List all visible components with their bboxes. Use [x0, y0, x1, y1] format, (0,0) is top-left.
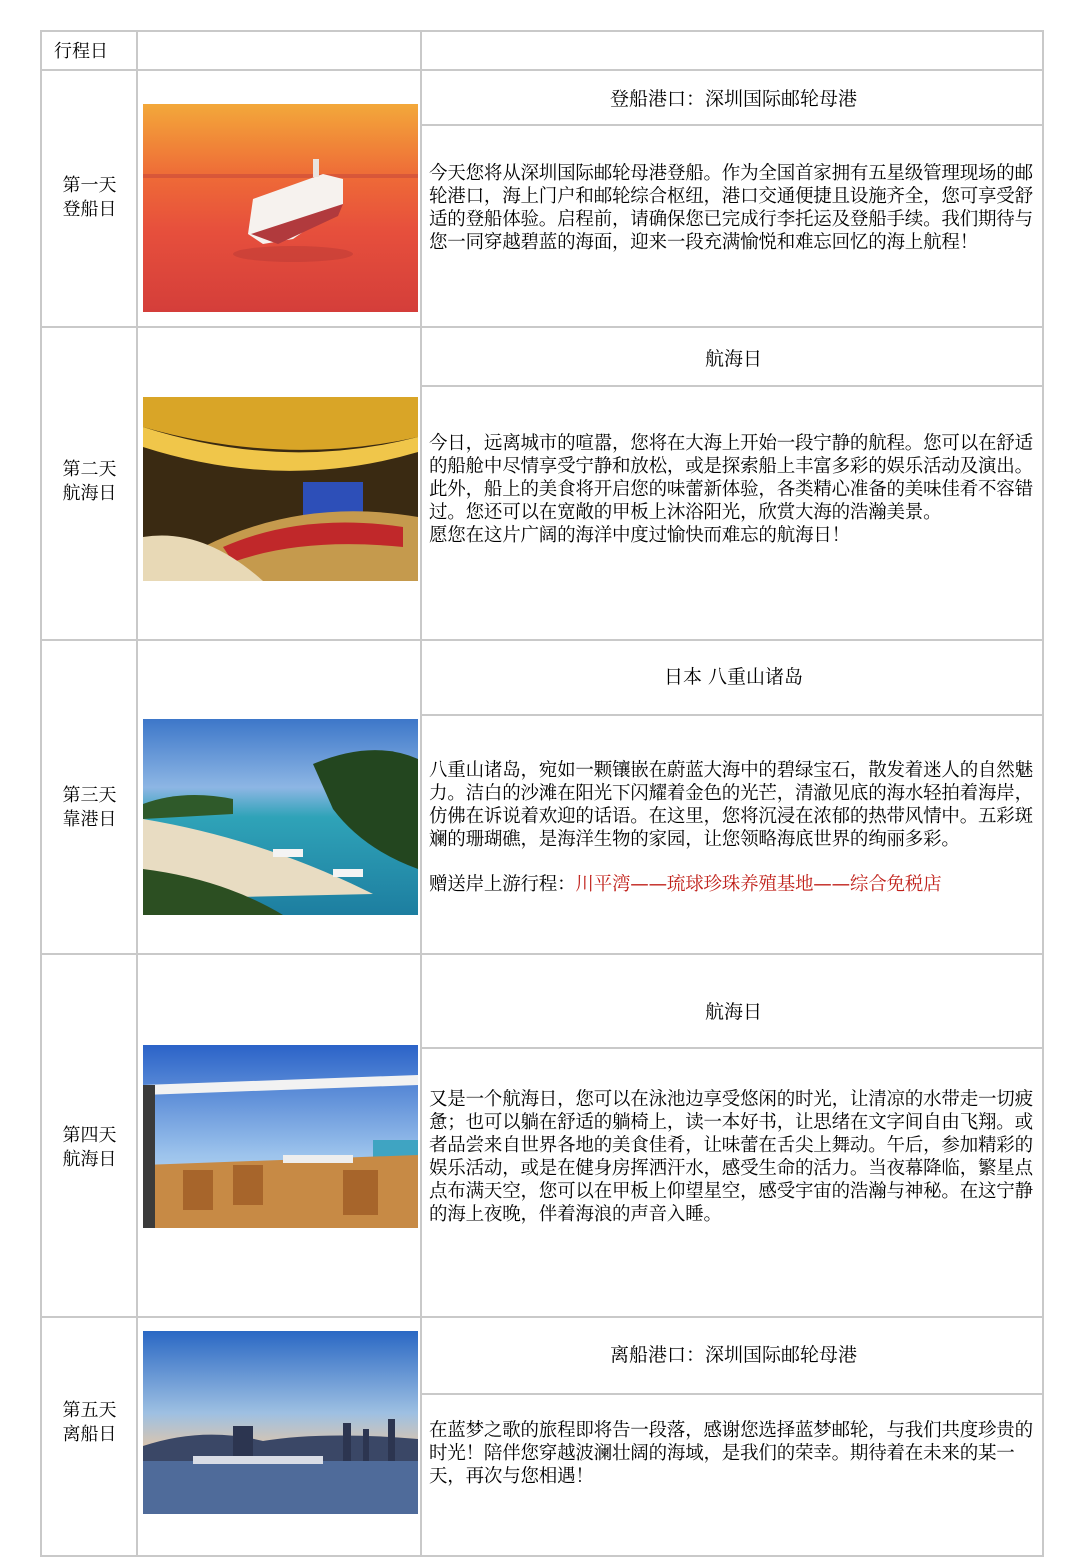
- excursion-line: [429, 873, 1041, 896]
- row-divider: [420, 385, 1042, 387]
- column-divider: [420, 32, 422, 1555]
- description-paragraph: 在蓝梦之歌的旅程即将告一段落，感谢您选择蓝梦邮轮，与我们共度珍贵的时光！陪伴您穿越波澜壮阔的海域，是我们的荣幸。期待着在未来的某一天，再次与您相遇！: [429, 1420, 1033, 1487]
- header-day-column: 行程日: [54, 41, 108, 62]
- theater-interior-image: [143, 397, 418, 581]
- day-description: [429, 432, 1041, 547]
- day-type: 航海日: [62, 1149, 117, 1170]
- day-type: 登船日: [62, 199, 117, 220]
- day-label: [42, 784, 137, 832]
- day-title: 航海日: [704, 1001, 762, 1023]
- day-title: 日本 八重山诸岛: [663, 666, 804, 688]
- day-type: 靠港日: [62, 809, 117, 830]
- day-description: [429, 1088, 1041, 1226]
- excursion-label: 赠送岸上游行程：: [429, 874, 576, 895]
- description-paragraph: 愿您在这片广阔的海洋中度过愉快而难忘的航海日！: [429, 525, 850, 546]
- day-description: [429, 759, 1041, 896]
- day-label: [42, 174, 137, 222]
- city-harbor-dusk-image: [143, 1331, 418, 1514]
- day-number: 第四天: [62, 1125, 117, 1146]
- day-label: [42, 1399, 137, 1447]
- island-bay-image: [143, 719, 418, 915]
- day-label: [42, 1124, 137, 1172]
- row-divider: [42, 326, 1042, 328]
- day-title: 离船港口：深圳国际邮轮母港: [609, 1344, 857, 1366]
- day-label: [42, 458, 137, 506]
- row-divider: [420, 714, 1042, 716]
- day-title: 登船港口：深圳国际邮轮母港: [609, 88, 857, 110]
- itinerary-table: [40, 30, 1044, 1557]
- description-paragraph: 今天您将从深圳国际邮轮母港登船。作为全国首家拥有五星级管理现场的邮轮港口，海上门户和邮轮综合枢纽，港口交通便捷且设施齐全，您可享受舒适的登船体验。启程前，请确保您已完成行李托运及登船手续。我们期待与您一同穿越碧蓝的海面，迎来一段充满愉悦和难忘回忆的海上航程！: [429, 163, 1033, 253]
- description-paragraph: 又是一个航海日，您可以在泳池边享受悠闲的时光，让清凉的水带走一切疲惫；也可以躺在舒适的躺椅上，读一本好书，让思绪在文字间自由飞翔。或者品尝来自世界各地的美食佳肴，让味蕾在舌尖上舞动。午后，参加精彩的娱乐活动，或是在健身房挥洒汗水，感受生命的活力。当夜幕降临，繁星点点布满天空，您可以在甲板上仰望星空，感受宇宙的浩瀚与神秘。在这宁静的海上夜晚，伴着海浪的声音入睡。: [429, 1089, 1033, 1225]
- day-description: [429, 162, 1041, 254]
- description-paragraph: 八重山诸岛，宛如一颗镶嵌在蔚蓝大海中的碧绿宝石，散发着迷人的自然魅力。洁白的沙滩在阳光下闪耀着金色的光芒，清澈见底的海水轻拍着海岸，仿佛在诉说着欢迎的话语。在这里，您将沉浸在浓郁的热带风情中。五彩斑斓的珊瑚礁，是海洋生物的家园，让您领略海底世界的绚丽多彩。: [429, 760, 1033, 850]
- day-type: 航海日: [62, 483, 117, 504]
- day-number: 第二天: [62, 459, 117, 480]
- row-divider: [42, 953, 1042, 955]
- description-paragraph: 今日，远离城市的喧嚣，您将在大海上开始一段宁静的航程。您可以在舒适的船舱中尽情享受宁静和放松，或是探索船上丰富多彩的娱乐活动及演出。此外，船上的美食将开启您的味蕾新体验，各类精心准备的美味佳肴不容错过。您还可以在宽敞的甲板上沐浴阳光，欣赏大海的浩瀚美景。: [429, 433, 1033, 523]
- row-divider: [42, 639, 1042, 641]
- deck-restaurant-image: [143, 1045, 418, 1228]
- row-divider: [420, 1393, 1042, 1395]
- day-number: 第三天: [62, 785, 117, 806]
- day-title: 航海日: [704, 348, 762, 370]
- day-number: 第五天: [62, 1400, 117, 1421]
- day-description: [429, 1419, 1041, 1488]
- cruise-ship-sunset-image: [143, 104, 418, 312]
- row-divider: [420, 1047, 1042, 1049]
- excursion-route: 川平湾——琉球珍珠养殖基地——综合免税店: [575, 874, 942, 895]
- row-divider: [42, 69, 1042, 71]
- day-number: 第一天: [62, 175, 117, 196]
- row-divider: [42, 1316, 1042, 1318]
- day-type: 离船日: [62, 1424, 117, 1445]
- row-divider: [420, 124, 1042, 126]
